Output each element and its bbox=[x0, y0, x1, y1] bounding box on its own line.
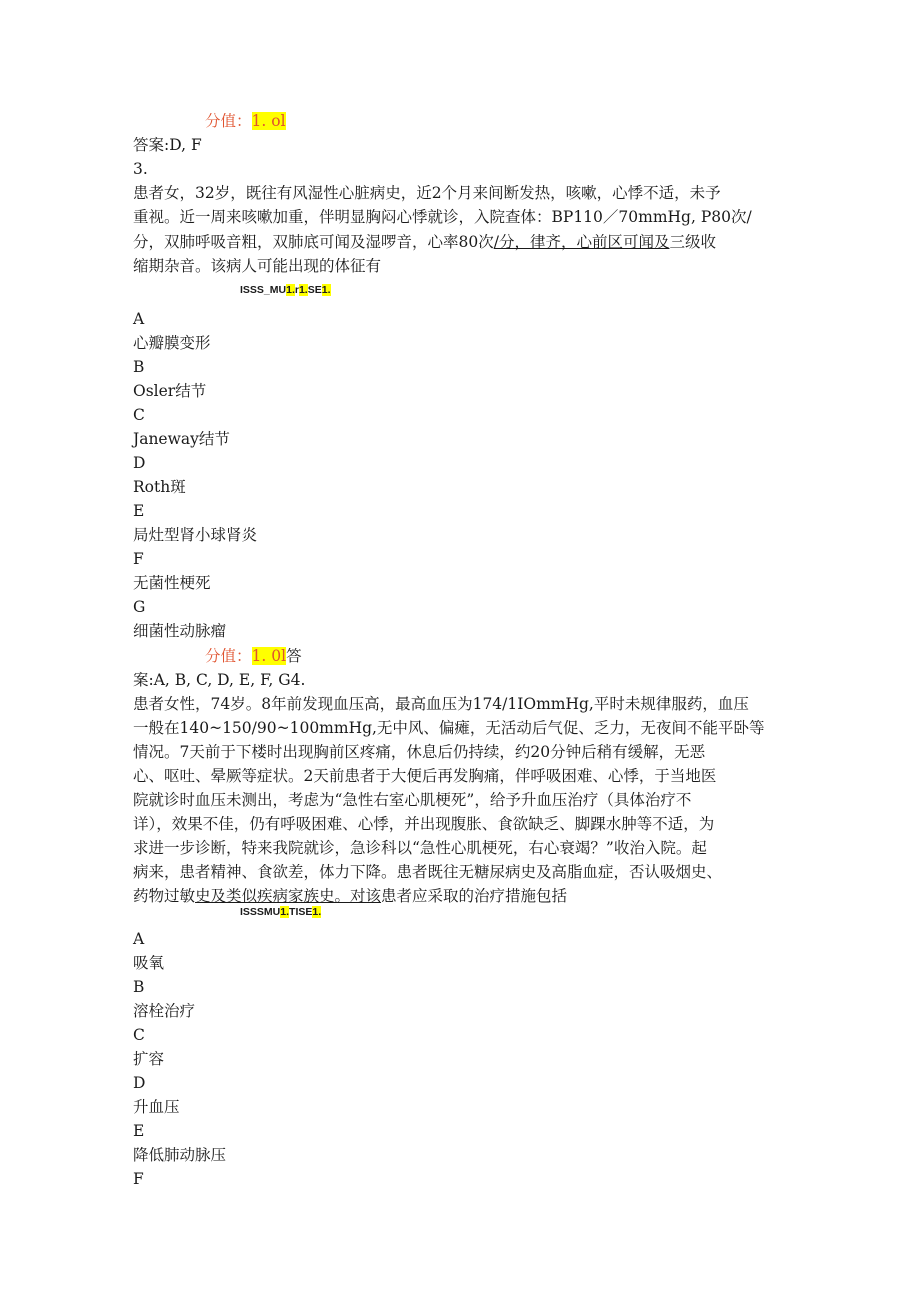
q3-stem-line: 重视。近一周来咳嗽加重，伴明显胸闷心悸就诊，入院查体：BP110／70mmHg, P80次/ bbox=[133, 208, 752, 226]
option-letter: B bbox=[133, 978, 145, 996]
code-highlight: 1. bbox=[312, 906, 322, 918]
code-highlight: 1. bbox=[280, 906, 290, 918]
option-text: 溶栓治疗 bbox=[133, 1002, 196, 1020]
option-text: 扩容 bbox=[133, 1050, 165, 1068]
option-letter: E bbox=[133, 1122, 145, 1140]
code-text: ISSSMU bbox=[240, 906, 281, 918]
score-value: 1. ol bbox=[251, 112, 286, 130]
q4-stem-line bbox=[133, 884, 567, 908]
q4-stem-line: 详），效果不佳，仍有呼吸困难、心悸，并出现腹胀、食欲缺乏、脚踝水肿等不适，为 bbox=[133, 815, 715, 833]
code-highlight: 1. bbox=[298, 284, 308, 296]
code-highlight: 1. bbox=[286, 284, 295, 296]
option-letter: A bbox=[133, 930, 145, 948]
q4-stem-line: 心、呕吐、晕厥等症状。2天前患者于大便后再发胸痛，伴呼吸困难、心悸，于当地医 bbox=[133, 767, 717, 785]
code-text: TISE bbox=[289, 906, 313, 918]
q2-answer: 答案:D, F bbox=[133, 136, 202, 154]
q2-score bbox=[205, 109, 286, 133]
score-suffix: 答 bbox=[286, 647, 302, 665]
q4-stem-line: 院就诊时血压未测出，考虑为“急性右室心肌梗死”，给予升血压治疗（具体治疗不 bbox=[133, 791, 692, 809]
code-text: SE bbox=[307, 284, 322, 296]
q3-stem-line bbox=[133, 230, 716, 254]
q3-stem-line: 缩期杂音。该病人可能出现的体征有 bbox=[133, 257, 382, 275]
option-letter: C bbox=[133, 406, 145, 424]
q4-stem-line: 病来，患者精神、食欲差，体力下降。患者既往无糖尿病史及高脂血症，否认吸烟史、 bbox=[133, 863, 723, 881]
q3-stem-line: 患者女，32岁，既往有风湿性心脏病史，近2个月来间断发热，咳嗽，心悸不适，未予 bbox=[133, 184, 721, 202]
option-letter: C bbox=[133, 1026, 145, 1044]
score-label: 分值： bbox=[205, 647, 252, 665]
q3-code bbox=[240, 283, 331, 297]
option-text: 局灶型肾小球肾炎 bbox=[133, 526, 258, 544]
q4-stem-line: 一般在140~150/90~100mmHg,无中风、偏瘫，无活动后气促、乏力，无夜间不能平卧等 bbox=[133, 719, 765, 737]
option-text: 细菌性动脉瘤 bbox=[133, 622, 227, 640]
stem-segment: 三级收 bbox=[669, 233, 716, 251]
q4-stem-line: 情况。7天前于下楼时出现胸前区疼痛，休息后仍持续，约20分钟后稍有缓解，无恶 bbox=[133, 743, 706, 761]
option-letter: B bbox=[133, 358, 145, 376]
q4-stem-line: 求进一步诊断，特来我院就诊，急诊科以“急性心肌梗死，右心衰竭？”收治入院。起 bbox=[133, 839, 707, 857]
stem-segment: 患者应采取的治疗措施包括 bbox=[381, 887, 568, 905]
q3-score bbox=[205, 644, 302, 668]
option-letter: D bbox=[133, 1074, 146, 1092]
q3-answer: 案:A, B, C, D, E, F, G4. bbox=[133, 671, 306, 689]
option-text: Osler结节 bbox=[133, 382, 207, 400]
stem-segment: 分，双肺呼吸音粗，双肺底可闻及湿啰音，心率80次 bbox=[133, 233, 494, 251]
score-label: 分值： bbox=[205, 112, 252, 130]
code-highlight: 1. bbox=[321, 284, 331, 296]
code-text: ISSS_MU bbox=[240, 284, 287, 296]
option-text: 升血压 bbox=[133, 1098, 180, 1116]
option-text: 无菌性梗死 bbox=[133, 574, 211, 592]
q4-code bbox=[240, 905, 321, 919]
option-text: 吸氧 bbox=[133, 954, 165, 972]
option-letter: A bbox=[133, 310, 145, 328]
option-letter: F bbox=[133, 1170, 144, 1188]
q4-stem-line: 患者女性，74岁。8年前发现血压高，最高血压为174/1IOmmHg,平时未规律服药，血压 bbox=[133, 695, 749, 713]
option-text: Roth斑 bbox=[133, 478, 186, 496]
q3-number: 3. bbox=[133, 160, 148, 178]
option-letter: E bbox=[133, 502, 145, 520]
option-letter: G bbox=[133, 598, 146, 616]
stem-segment: 药物过敏 bbox=[133, 887, 196, 905]
underlined-segment: /分，律齐，心前区可闻及 bbox=[493, 233, 670, 251]
score-value: 1. 0l bbox=[251, 647, 287, 665]
underlined-segment: 史及类似疾病家族史。对该 bbox=[195, 887, 382, 905]
option-text: 心瓣膜变形 bbox=[133, 334, 211, 352]
option-letter: D bbox=[133, 454, 146, 472]
code-text: r bbox=[294, 284, 299, 296]
option-text: Janeway结节 bbox=[133, 430, 230, 448]
option-text: 降低肺动脉压 bbox=[133, 1146, 227, 1164]
option-letter: F bbox=[133, 550, 144, 568]
